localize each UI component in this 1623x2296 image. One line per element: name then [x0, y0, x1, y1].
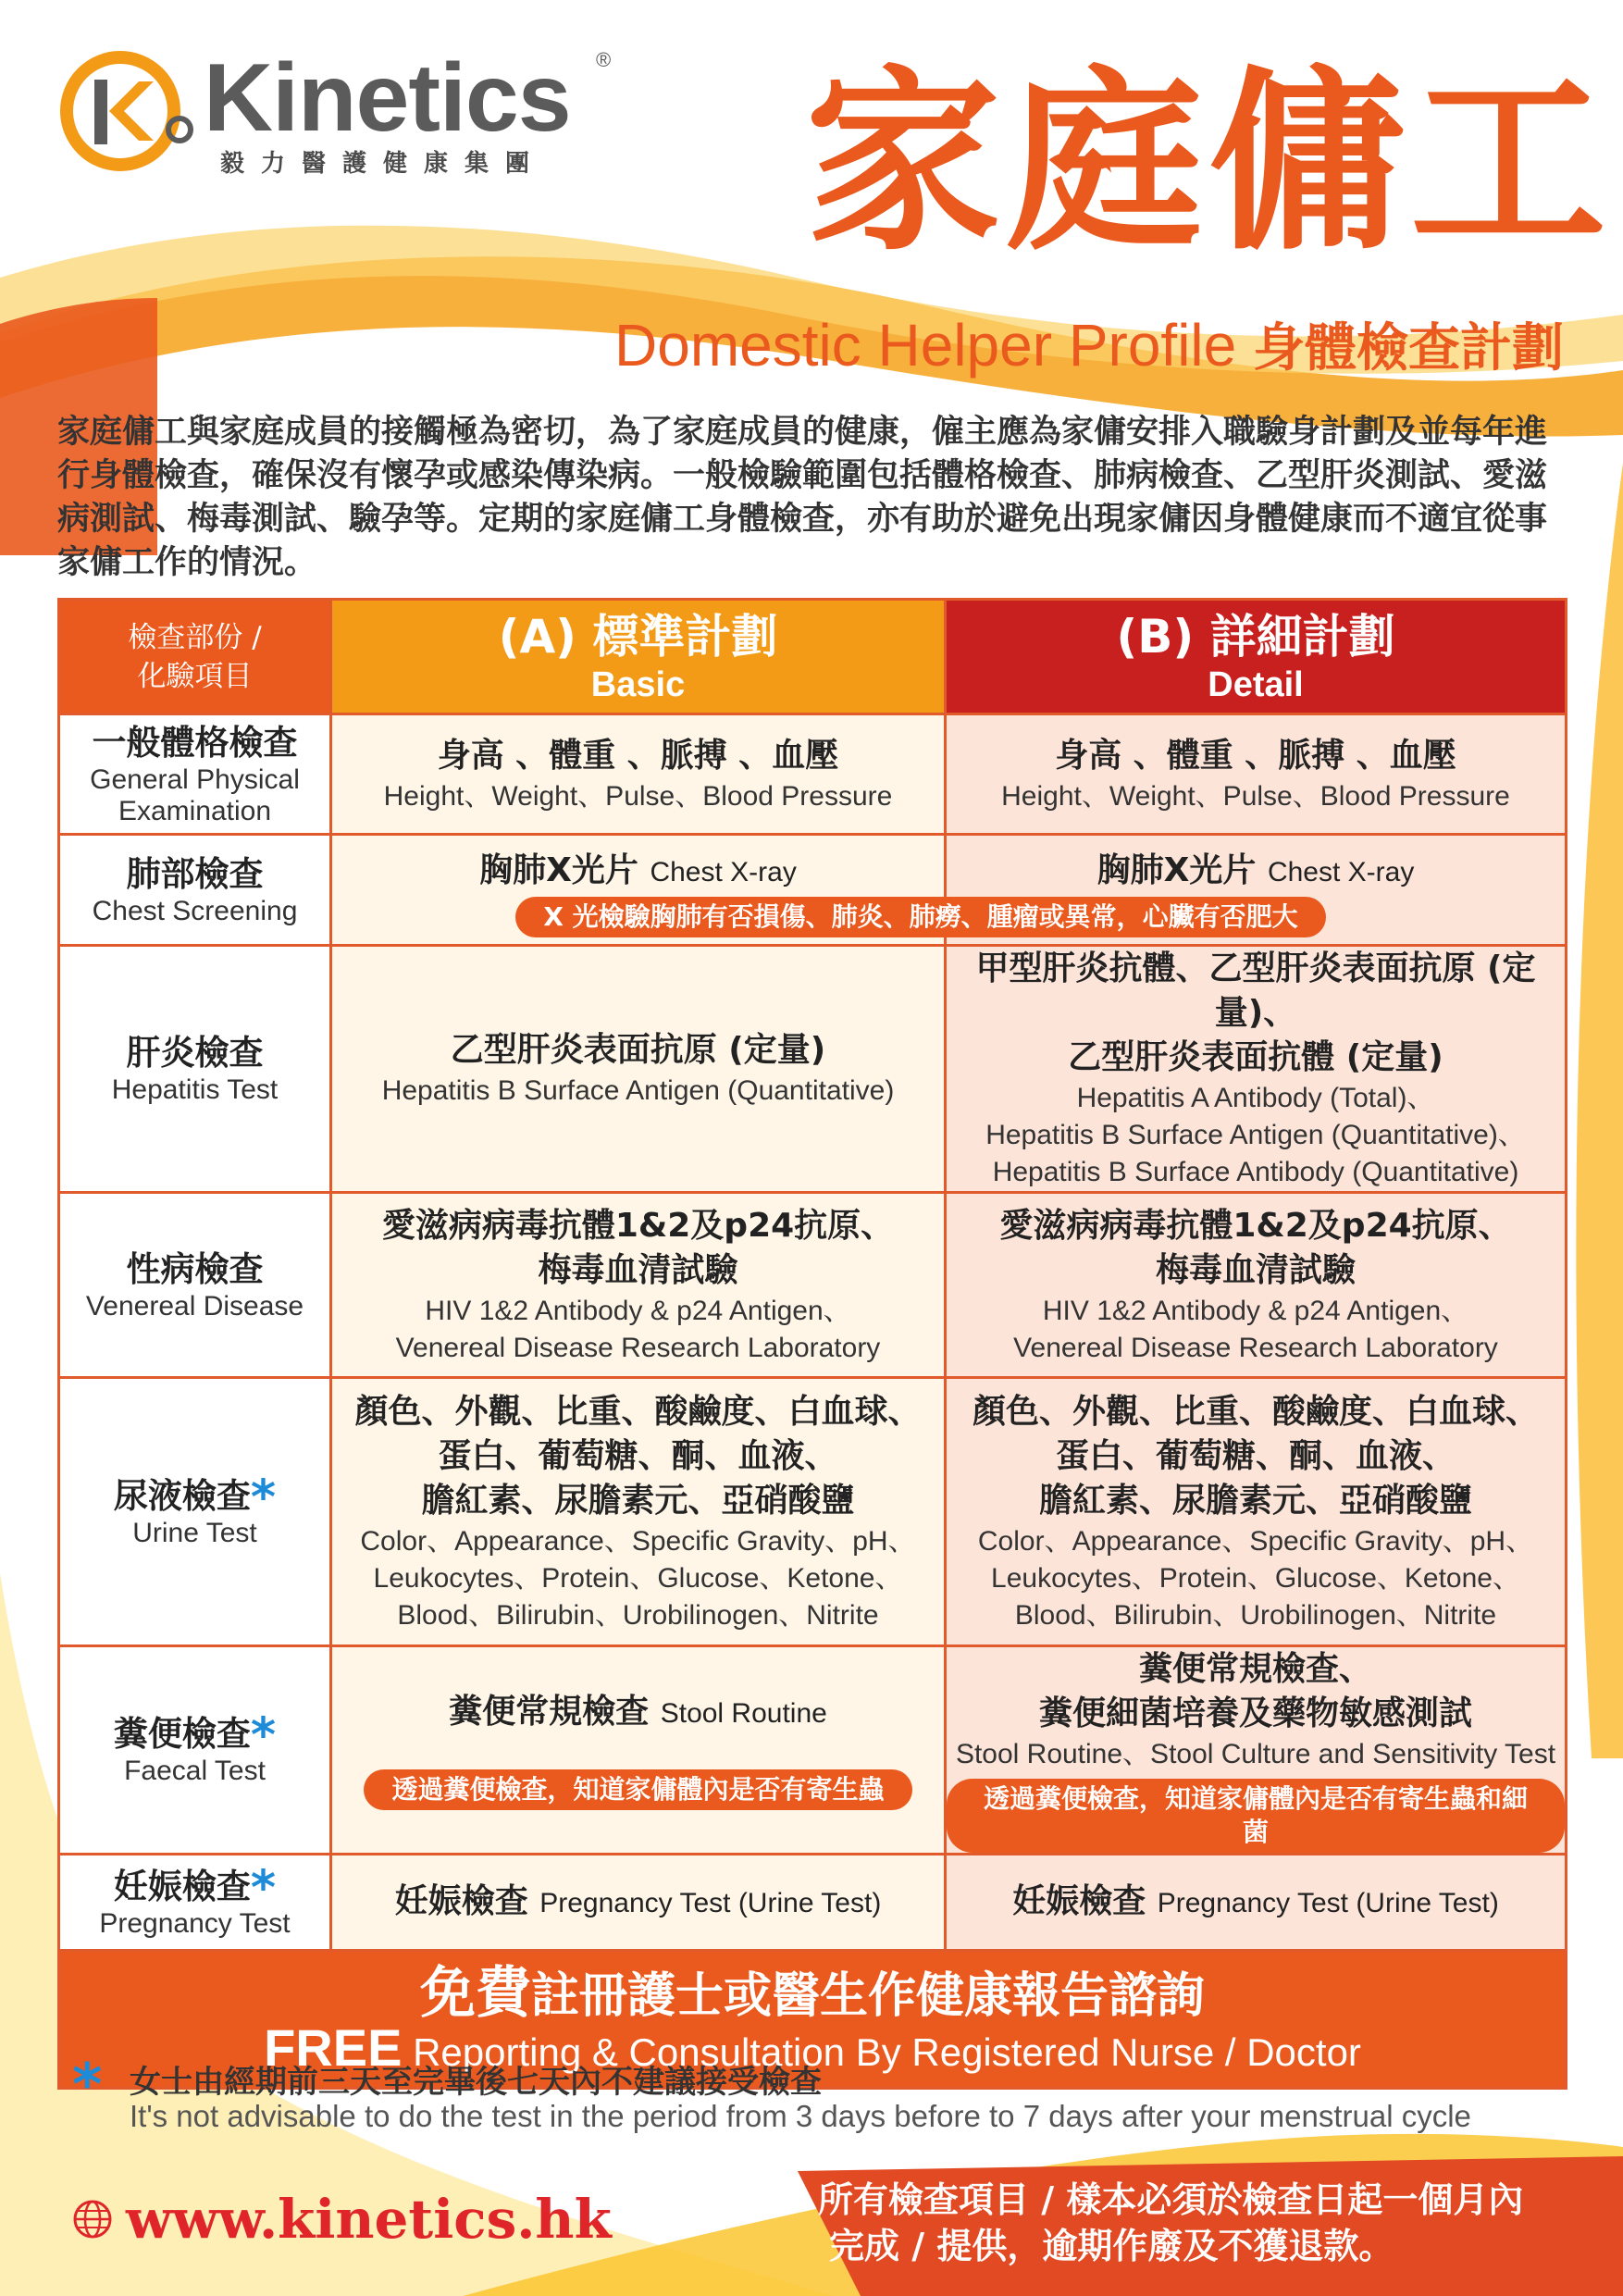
pregnancy-a-zh: 妊娠檢查 — [394, 1881, 528, 1920]
faecal-a-zh: 糞便常規檢查 — [449, 1693, 650, 1731]
category-chest — [59, 835, 331, 946]
free-line-zh — [60, 1961, 1565, 2026]
cell-en: Height、Weight、Pulse、Blood Pressure — [1001, 780, 1510, 812]
cell-zh: 顏色、外觀、比重、酸鹼度、白血球、 — [972, 1392, 1539, 1431]
header-category — [59, 600, 331, 714]
table-row — [59, 1646, 1567, 1855]
k-ring-logo-icon — [57, 44, 196, 183]
table-row — [59, 714, 1567, 835]
page-title-zh: 家庭傭工 — [805, 48, 1612, 277]
plan-a-cell — [331, 714, 946, 835]
category-en: Chest Screening — [92, 895, 298, 926]
chest-info-pill: X 光檢驗胸肺有否損傷、肺炎、肺癆、腫瘤或異常，心臟有否肥大 — [515, 897, 1325, 937]
asterisk-icon: * — [250, 1860, 277, 1916]
cell-zh — [332, 849, 944, 895]
faecal-a-en: Stool Routine — [660, 1698, 827, 1729]
cell-en: Hepatitis A Antibody (Total)、 — [1076, 1083, 1435, 1113]
title-en-zh: 身體檢查計劃 — [1253, 318, 1564, 379]
header-plan-a — [331, 600, 946, 714]
pregnancy-b-zh: 妊娠檢查 — [1012, 1881, 1146, 1920]
title-en-text: Domestic Helper Profile — [614, 312, 1237, 379]
cell-zh: 顏色、外觀、比重、酸鹼度、白血球、 — [354, 1392, 922, 1431]
note-zh: 女士由經期前三天至完畢後七天內不建議接受檢查 — [130, 2064, 822, 2101]
chest-a-en: Chest X-ray — [650, 857, 797, 887]
plan-b-sub: Detail — [1208, 664, 1304, 704]
plan-b-cell — [946, 1193, 1567, 1378]
cell-zh — [332, 1880, 944, 1926]
cell-en: Color、Appearance、Specific Gravity、pH、 — [977, 1525, 1534, 1557]
plan-b-cell — [946, 1646, 1567, 1855]
cell-en: Leukocytes、Protein、Glucose、Ketone、 — [991, 1562, 1520, 1594]
category-urine — [59, 1378, 331, 1646]
plan-b-cell — [946, 1855, 1567, 1951]
cell-zh — [947, 1880, 1565, 1926]
table-row — [59, 835, 1567, 946]
header-category-line1: 檢查部份 / — [128, 620, 262, 654]
category-zh: 性病檢查 — [126, 1248, 264, 1289]
chest-a-zh: 胸肺X光片 — [479, 851, 638, 889]
cell-zh: 膽紅素、尿膽素元、亞硝酸鹽 — [1038, 1481, 1472, 1520]
category-en: Venereal Disease — [85, 1290, 304, 1322]
cell-en: Venereal Disease Research Laboratory — [395, 1332, 881, 1363]
category-faecal — [59, 1646, 331, 1855]
plan-b-cell — [946, 946, 1567, 1193]
faecal-b-pill: 透過糞便檢查，知道家傭體內是否有寄生蟲和細菌 — [947, 1779, 1565, 1853]
kinetics-logo[interactable] — [57, 44, 631, 183]
category-hepatitis — [59, 946, 331, 1193]
plan-b-title: (B) 詳細計劃 — [1116, 609, 1395, 664]
pregnancy-b-en: Pregnancy Test (Urine Test) — [1157, 1887, 1499, 1918]
website-url[interactable]: www.kinetics.hk — [126, 2188, 612, 2251]
category-pregnancy — [59, 1855, 331, 1951]
cell-zh: 蛋白、葡萄糖、酮、血液、 — [1055, 1436, 1456, 1475]
table-row — [59, 1855, 1567, 1951]
table-row — [59, 1378, 1567, 1646]
faecal-cat-zh: 糞便檢查 — [113, 1714, 251, 1754]
cell-en: Color、Appearance、Specific Gravity、pH、 — [360, 1525, 916, 1557]
category-zh — [60, 1470, 329, 1525]
header-category-line2: 化驗項目 — [137, 659, 253, 693]
plan-a-cell — [331, 1193, 946, 1378]
cell-en: HIV 1&2 Antibody & p24 Antigen、 — [425, 1295, 851, 1326]
deadline-line2: 完成 / 提供，逾期作廢及不獲退款。 — [829, 2226, 1394, 2266]
cell-zh — [947, 849, 1565, 895]
cell-zh: 糞便細菌培養及藥物敏感測試 — [1038, 1694, 1472, 1732]
faecal-a-pill: 透過糞便檢查，知道家傭體內是否有寄生蟲 — [364, 1769, 911, 1810]
table-row — [59, 1193, 1567, 1378]
plan-a-cell — [331, 1855, 946, 1951]
chest-b-en: Chest X-ray — [1267, 857, 1415, 887]
pregnancy-a-en: Pregnancy Test (Urine Test) — [539, 1887, 882, 1918]
chest-pill-wrap — [440, 897, 1402, 937]
plan-b-cell — [946, 1378, 1567, 1646]
cell-zh: 糞便常規檢查、 — [1138, 1650, 1372, 1688]
category-zh: 一般體格檢查 — [92, 722, 298, 763]
registered-mark: ® — [596, 48, 612, 71]
cell-en: Hepatitis B Surface Antigen (Quantitative)、 — [985, 1120, 1526, 1150]
brand-subtitle: 毅力醫護健康集團 — [220, 150, 547, 178]
cell-zh: 身高 、體重 、脈搏 、血壓 — [1055, 736, 1456, 775]
cell-zh — [332, 1690, 944, 1736]
cell-zh: 膽紅素、尿膽素元、亞硝酸鹽 — [421, 1481, 855, 1520]
plan-comparison-table — [57, 598, 1567, 2090]
cell-en: Venereal Disease Research Laboratory — [1013, 1332, 1498, 1363]
category-zh: 肝炎檢查 — [126, 1033, 264, 1073]
category-en: Hepatitis Test — [111, 1074, 279, 1105]
cell-zh: 身高 、體重 、脈搏 、血壓 — [437, 736, 839, 775]
cell-en: Blood、Bilirubin、Urobilinogen、Nitrite — [397, 1599, 879, 1631]
plan-b-cell — [543, 835, 1567, 946]
urine-cat-zh: 尿液檢查 — [113, 1475, 251, 1516]
cell-zh: 乙型肝炎表面抗原 (定量) — [450, 1031, 826, 1069]
plan-a-sub: Basic — [590, 664, 686, 704]
table-row — [59, 946, 1567, 1193]
cell-en: Hepatitis B Surface Antigen (Quantitative) — [381, 1075, 895, 1106]
page-title-en — [614, 307, 1564, 381]
cell-zh: 愛滋病病毒抗體1&2及p24抗原、 — [381, 1206, 895, 1245]
cell-zh: 乙型肝炎表面抗體 (定量) — [1068, 1038, 1443, 1076]
plan-a-cell — [331, 946, 946, 1193]
free-en-rest: Reporting & Consultation By Registered Nurse / Doctor — [413, 2030, 1361, 2074]
cell-en: Leukocytes、Protein、Glucose、Ketone、 — [373, 1562, 903, 1594]
category-zh — [60, 1707, 329, 1764]
cell-zh: 蛋白、葡萄糖、酮、血液、 — [438, 1436, 838, 1475]
free-zh-big: 免費 — [419, 1961, 531, 2026]
free-zh-rest: 註冊護士或醫生作健康報告諮詢 — [530, 1968, 1205, 2024]
asterisk-icon: * — [250, 1707, 277, 1764]
plan-b-cell — [946, 714, 1567, 835]
category-zh: 肺部檢查 — [126, 853, 264, 894]
category-venereal — [59, 1193, 331, 1378]
category-en: Faecal Test — [124, 1756, 266, 1786]
plan-a-cell — [331, 1378, 946, 1646]
cell-zh: 愛滋病病毒抗體1&2及p24抗原、 — [999, 1206, 1512, 1245]
asterisk-icon: * — [250, 1470, 277, 1525]
cell-zh: 甲型肝炎抗體、乙型肝炎表面抗原 (定量)、 — [975, 949, 1536, 1032]
cell-zh: 梅毒血清試驗 — [1155, 1250, 1356, 1289]
cell-en: Hepatitis B Surface Antibody (Quantitative) — [992, 1157, 1519, 1187]
category-en: Pregnancy Test — [99, 1907, 291, 1939]
cell-en: Blood、Bilirubin、Urobilinogen、Nitrite — [1014, 1599, 1497, 1631]
category-en: Examination — [118, 795, 272, 826]
deadline-notice — [798, 2171, 1623, 2296]
pregnancy-cat-zh: 妊娠檢查 — [113, 1866, 251, 1906]
note-en: It's not advisable to do the test in the period from 3 days before to 7 days after your menstrual cycle — [130, 2099, 1471, 2133]
category-en: General Physical — [90, 763, 300, 795]
deadline-line1: 所有檢查項目 / 樣本必須於檢查日起一個月內 — [818, 2179, 1524, 2220]
cell-zh: 梅毒血清試驗 — [538, 1250, 738, 1289]
cell-en: Height、Weight、Pulse、Blood Pressure — [383, 780, 893, 812]
free-en-big: FREE — [264, 2018, 403, 2077]
intro-paragraph: 家庭傭工與家庭成員的接觸極為密切，為了家庭成員的健康，僱主應為家傭安排入職驗身計劃及並每年進行身體檢查，確保沒有懷孕或感染傳染病。一般檢驗範圍包括體格檢查、肺病檢查、乙型肝炎測試、愛滋病測試、梅毒測試、驗孕等。定期的家庭傭工身體檢查，亦有助於避免出現家傭因身體健康而不適宜從事家傭工作的情況。 — [57, 414, 1548, 581]
plan-a-cell — [331, 1646, 946, 1855]
asterisk-icon: * — [72, 2051, 103, 2118]
brand-name: Kinetics — [204, 44, 571, 152]
category-zh — [60, 1860, 329, 1916]
globe-icon — [72, 2199, 113, 2240]
plan-a-title: (A) 標準計劃 — [498, 609, 778, 664]
chest-b-zh: 胸肺X光片 — [1096, 851, 1257, 889]
table-header-row — [59, 600, 1567, 714]
category-en: Urine Test — [132, 1517, 257, 1548]
cell-en: Stool Routine、Stool Culture and Sensitivity Test — [955, 1739, 1556, 1769]
cell-en: HIV 1&2 Antibody & p24 Antigen、 — [1042, 1295, 1469, 1326]
header-plan-b — [946, 600, 1567, 714]
category-physical — [59, 714, 331, 835]
